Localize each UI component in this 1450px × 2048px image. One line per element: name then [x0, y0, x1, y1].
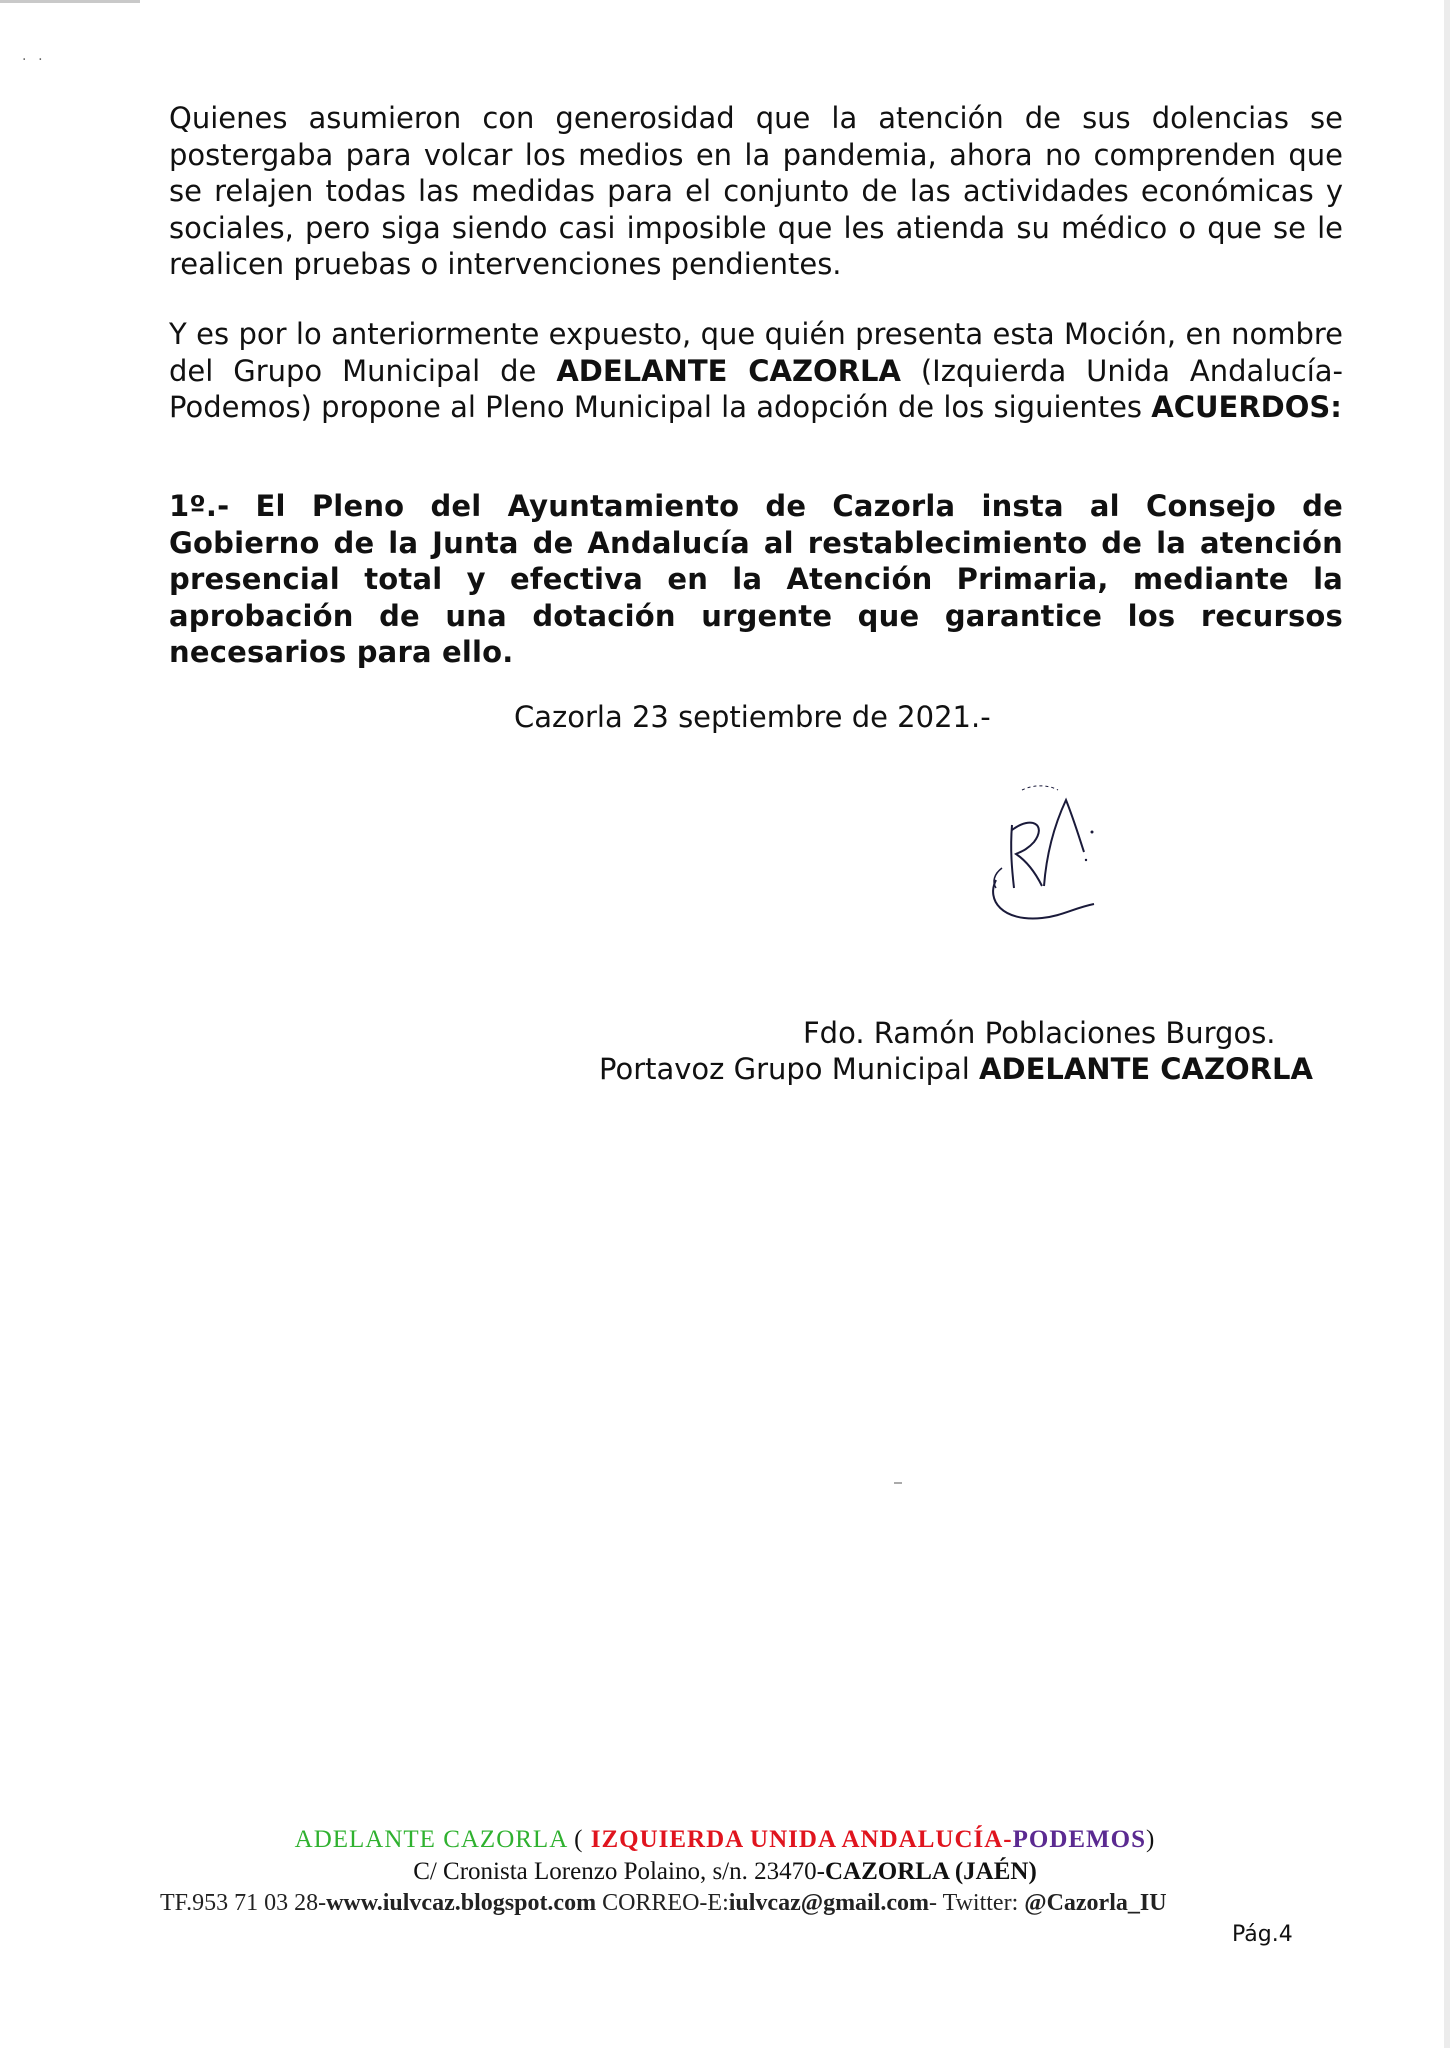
signer-role-prefix: Portavoz Grupo Municipal	[599, 1052, 970, 1086]
footer-address: C/ Cronista Lorenzo Polaino, s/n. 23470-	[413, 1858, 825, 1885]
footer-contact-line	[160, 1890, 1300, 1917]
handwritten-signature	[962, 770, 1132, 940]
scan-dot	[894, 1482, 902, 1484]
footer-website: www.iulvcaz.blogspot.com	[326, 1890, 597, 1916]
footer-phone: TF.953 71 03 28-	[160, 1890, 327, 1916]
footer-twitter: @Cazorla_IU	[1024, 1890, 1167, 1916]
footer-mail-label: CORREO-E:	[596, 1890, 729, 1916]
paragraph-dolencias: Quienes asumieron con generosidad que la atención de sus dolencias se postergaba para volcar los medios en la pandemia, ahora no comprenden que se relajen todas las medidas para el conjunto de las actividades económicas y sociales, pero siga siendo casi imposible que les atienda su médico o que se le realicen pruebas o intervenciones pendientes.	[169, 101, 1343, 281]
footer-org-green: ADELANTE CAZORLA	[294, 1826, 567, 1853]
acuerdo-1: 1º.- El Pleno del Ayuntamiento de Cazorla insta al Consejo de Gobierno de la Junta de Andalucía al restablecimiento de la atención presencial total y efectiva en la Atención Primaria, mediante la aprobación de una dotación urgente que garantice los recursos necesarios para ello.	[169, 489, 1343, 669]
mocion-text-middle: (Izquierda Unida Andalucía-Podemos) propone al Pleno Municipal la adopción de los siguientes	[169, 353, 1343, 424]
scan-specks: · ·	[22, 52, 43, 68]
footer-address-line	[120, 1858, 1330, 1886]
signer-name: Fdo. Ramón Poblaciones Burgos.	[803, 1016, 1276, 1050]
footer-paren-open: (	[566, 1826, 591, 1853]
footer-org-line	[120, 1826, 1330, 1854]
scan-edge-right	[1444, 0, 1450, 2048]
page-number: Pág.4	[1232, 1922, 1293, 1947]
group-name: ADELANTE CAZORLA	[556, 353, 901, 388]
footer-dash: -	[1003, 1826, 1013, 1853]
scan-edge-top	[0, 0, 140, 3]
acuerdos-heading: ACUERDOS:	[1151, 390, 1342, 424]
signer-role	[599, 1052, 1313, 1086]
footer-org-red: IZQUIERDA UNIDA ANDALUCÍA	[590, 1826, 1004, 1853]
paragraph-mocion	[169, 316, 1343, 426]
footer-email: iulvcaz@gmail.com	[728, 1890, 930, 1916]
footer-paren-close: )	[1146, 1826, 1156, 1853]
footer-org-purple: PODEMOS	[1012, 1826, 1147, 1853]
footer-twitter-label: - Twitter:	[929, 1890, 1025, 1916]
footer-city: CAZORLA (JAÉN)	[824, 1858, 1037, 1885]
mocion-text-start: Y es por lo anteriormente expuesto, que quién presenta esta Moción, en nombre del Grupo Municipal de	[169, 317, 1343, 388]
signer-group: ADELANTE CAZORLA	[979, 1052, 1313, 1086]
date-line: Cazorla 23 septiembre de 2021.-	[514, 700, 991, 734]
